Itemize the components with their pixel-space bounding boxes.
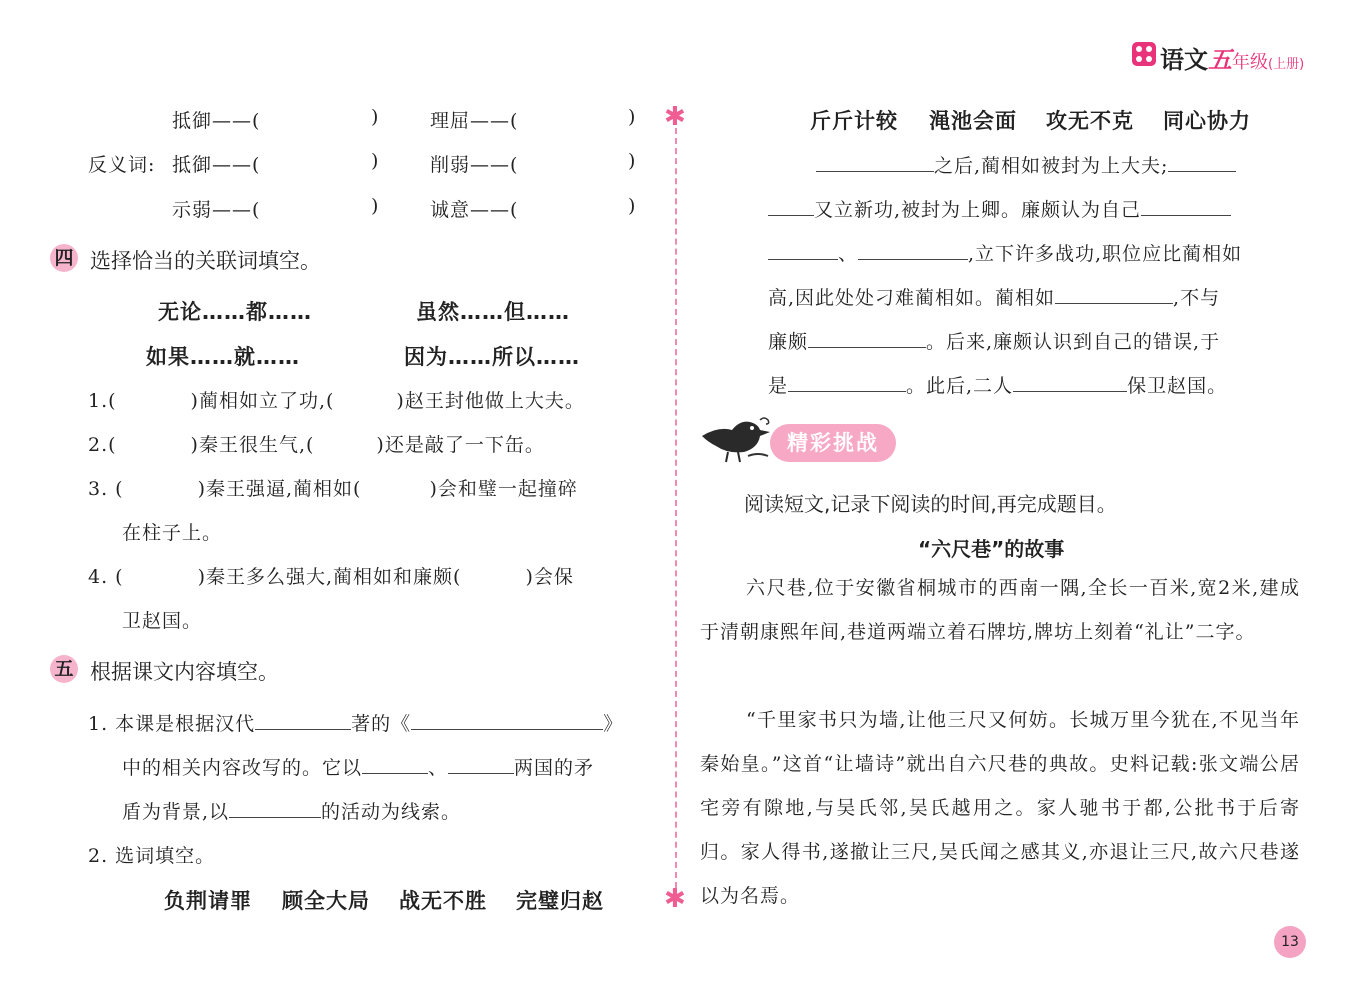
question-5-1-line2: 中的相关内容改写的。它以 、 两国的矛 (122, 757, 595, 779)
vocab-paren-close: ) (628, 150, 637, 172)
challenge-banner: 精彩挑战 (770, 424, 896, 462)
word-choice: 渑池会面 (929, 109, 1017, 133)
blank[interactable] (768, 197, 814, 216)
story-title: “六尺巷”的故事 (918, 537, 1065, 561)
fill-line-4: 高,因此处处刁难蔺相如。蔺相如 ,不与 (768, 287, 1221, 309)
header-volume: (上册) (1268, 57, 1305, 72)
header-grade-suffix: 年级 (1232, 52, 1268, 73)
vocab-item: 理屈——( (430, 110, 519, 132)
question-5-1: 1. 本课是根据汉代 著的《 》 (88, 713, 624, 735)
question-4-3-cont: 在柱子上。 (122, 522, 223, 544)
question-5-2: 2. 选词填空。 (88, 845, 216, 867)
fill-line-2: 又立新功,被封为上卿。廉颇认为自己 (768, 195, 1231, 222)
vocab-paren-close: ) (371, 150, 380, 172)
blank[interactable] (788, 373, 906, 392)
blank[interactable] (858, 241, 968, 260)
story-paragraph-2: “千里家书只为墙,让他三尺又何妨。长城万里今犹在,不见当年秦始皇。”这首“让墙诗”就出自六尺巷的典故。史料记载:张文端公居宅旁有隙地,与吴氏邻,吴氏越用之。家人驰书于都,公批书于后寄归。家人得书,遂撤让三尺,吴氏闻之感其义,亦退让三尺,故六尺巷遂以为名焉。 (700, 709, 1300, 907)
divider-star-icon: ✱ (664, 884, 686, 914)
conjunction-option: 因为……所以…… (404, 345, 580, 369)
section-4-title: 选择恰当的关联词填空。 (90, 249, 321, 273)
header-subject: 语文 (1160, 46, 1208, 74)
vocab-paren-close: ) (628, 106, 637, 128)
fill-line-5: 廉颇 。后来,廉颇认识到自己的错误,于 (768, 331, 1221, 353)
vocab-row (172, 106, 260, 133)
vocab-paren-close: ) (628, 195, 637, 217)
section-4-badge: 四 (50, 244, 78, 272)
blank[interactable] (1013, 373, 1127, 392)
blank[interactable] (1055, 285, 1173, 304)
vocab-item: 抵御——( (172, 154, 261, 176)
question-4-2: 2.( )秦王很生气,( )还是敲了一下缶。 (88, 434, 545, 456)
conjunction-option: 虽然……但…… (416, 300, 570, 324)
blank[interactable] (808, 329, 926, 348)
blank-country-2[interactable] (448, 755, 514, 774)
logo-dice-icon (1132, 42, 1156, 66)
word-choice: 斤斤计较 (810, 109, 898, 133)
question-4-1: 1.( )蔺相如立了功,( )赵王封他做上大夫。 (88, 390, 585, 412)
vocab-item: 削弱——( (430, 154, 519, 176)
blank-person[interactable] (229, 799, 321, 818)
fill-line-6: 是 。此后,二人 保卫赵国。 (768, 375, 1228, 397)
page-divider (675, 128, 677, 888)
story-paragraph-1: 六尺巷,位于安徽省桐城市的西南一隅,全长一百米,宽2米,建成于清朝康熙年间,巷道两端立着石牌坊,牌坊上刻着“礼让”二字。 (700, 577, 1300, 643)
blank[interactable] (816, 153, 934, 172)
header-title (1160, 40, 1304, 75)
antonym-label: 反义词: (88, 154, 156, 176)
fill-line-1: 之后,蔺相如被封为上大夫; (816, 151, 1236, 178)
page-number: 13 (1274, 926, 1306, 958)
vocab-paren-close: ) (371, 195, 380, 217)
question-4-4-cont: 卫赵国。 (122, 610, 203, 632)
divider-star-icon: ✱ (664, 102, 686, 132)
question-4-3: 3. ( )秦王强逼,蔺相如( )会和璧一起撞碎 (88, 478, 578, 500)
word-choice: 顾全大局 (282, 889, 370, 913)
question-5-1-line3: 盾为背景,以 的活动为线索。 (122, 801, 462, 823)
vocab-paren-close: ) (371, 106, 380, 128)
section-5-badge: 五 (50, 655, 78, 683)
reading-instruction: 阅读短文,记录下阅读的时间,再完成题目。 (744, 492, 1117, 516)
blank-author[interactable] (255, 711, 351, 730)
conjunction-option: 如果……就…… (146, 345, 300, 369)
bird-icon (698, 414, 774, 466)
blank[interactable] (768, 241, 838, 260)
blank-book[interactable] (411, 711, 603, 730)
word-choice: 攻无不克 (1046, 109, 1134, 133)
header-grade: 五 (1208, 46, 1232, 74)
word-choice: 同心协力 (1163, 109, 1251, 133)
vocab-item: 抵御——( (172, 110, 261, 132)
word-choice: 战无不胜 (399, 889, 487, 913)
section-5-title: 根据课文内容填空。 (90, 660, 279, 684)
blank-country-1[interactable] (362, 755, 428, 774)
word-choice: 完璧归赵 (516, 889, 604, 913)
word-choice: 负荆请罪 (164, 889, 252, 913)
blank[interactable] (1168, 153, 1236, 172)
conjunction-option: 无论……都…… (158, 300, 312, 324)
vocab-item: 示弱——( (172, 199, 261, 221)
blank[interactable] (1141, 197, 1231, 216)
question-4-4: 4. ( )秦王多么强大,蔺相如和廉颇( )会保 (88, 566, 574, 588)
vocab-item: 诚意——( (430, 199, 519, 221)
fill-line-3: 、 ,立下许多战功,职位应比蔺相如 (768, 239, 1242, 266)
